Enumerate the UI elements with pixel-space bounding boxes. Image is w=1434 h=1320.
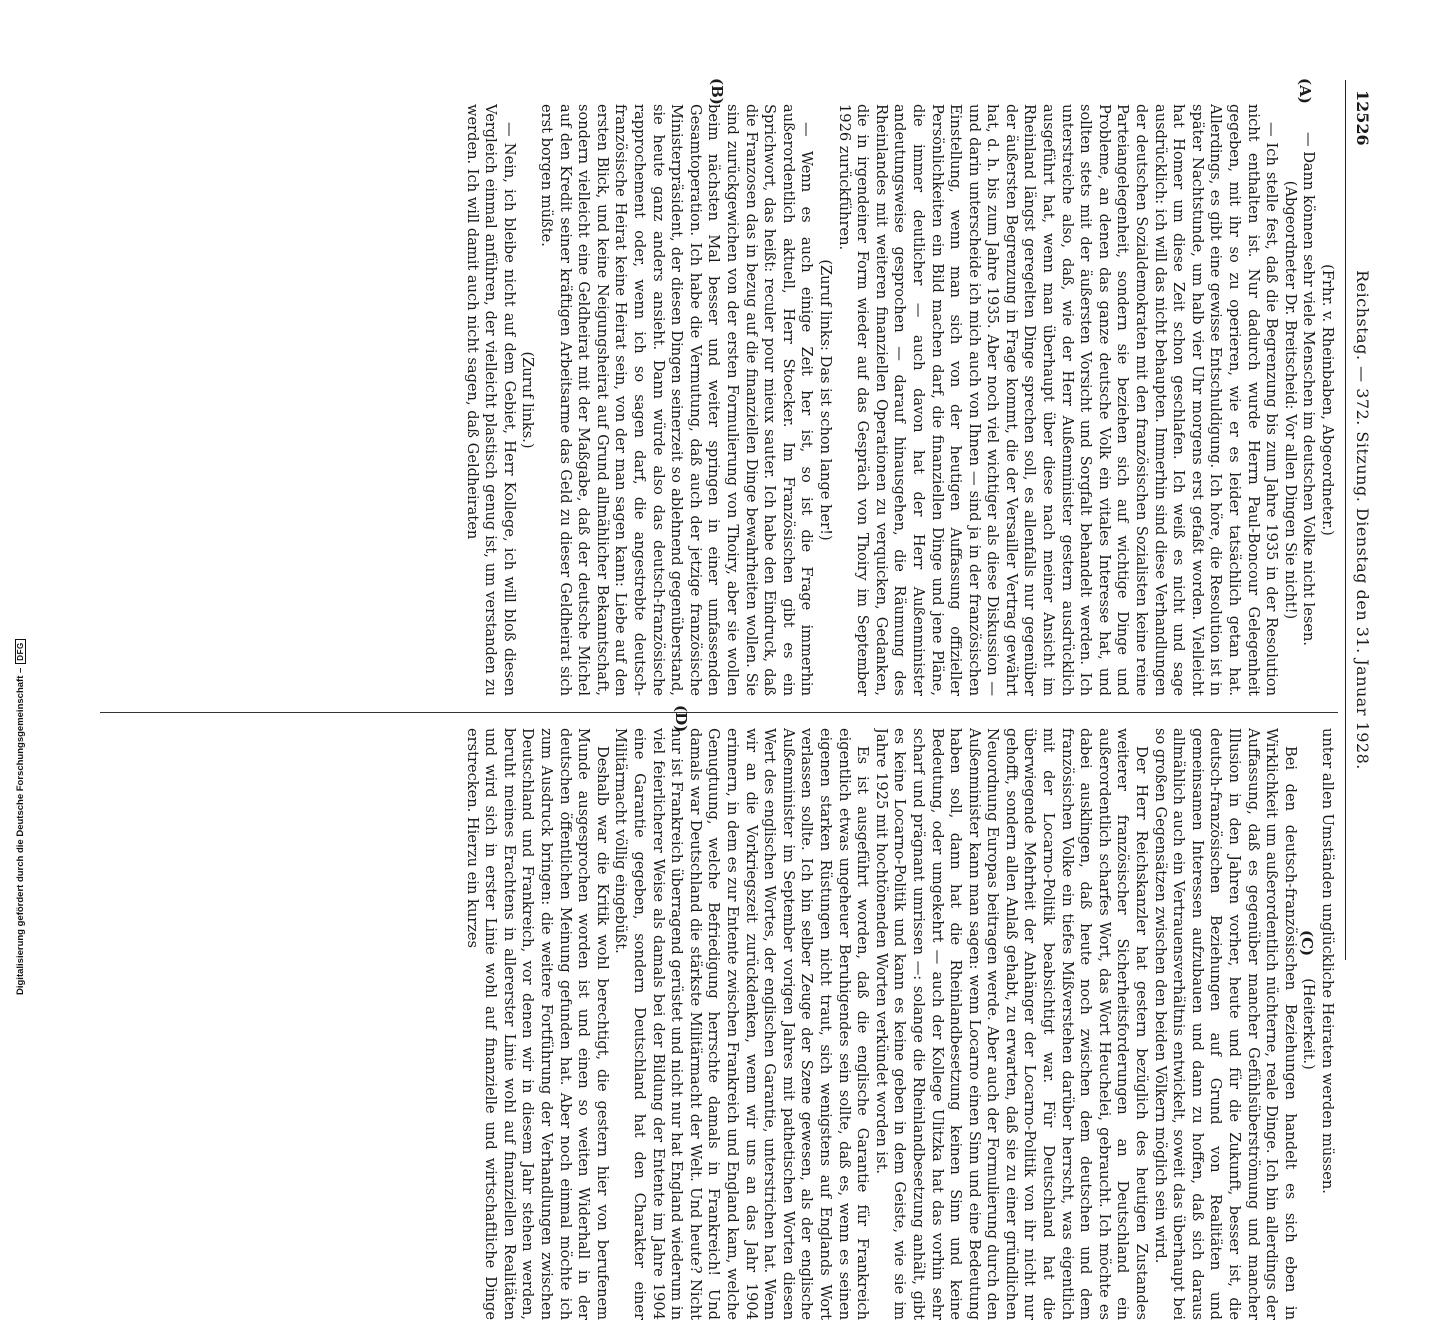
paragraph: Der Herr Reichskanzler hat gestern bezüglich des heutigen Zustandes weiterer französischer Sicherheitsforderungen an Deutschland ein außerordentlich scharfes Wort, das Wort Heuchelei, gebraucht. Ich möchte es dabei ausklingen, daß heute noch zwischen dem deutschen und dem französischen Volke ein tiefes Mißverstehen darüber herrscht, was eigentlich mit der Locarno-Politik beabsichtigt war. Für Deutschland hat die überwiegende Mehrheit der Anhänger der Locarno-Politik von ihr nicht nur gehofft, sondern allen Anlaß gehabt, zu erwarten, daß sie zu einer gründlichen Neuordnung Europas beitragen werde. Aber auch der Formulierung durch den Außenminister kann man sagen: wenn Locarno einen Sinn und eine Bedeutung haben soll, dann hat die Rheinlandbesetzung keinen Sinn und keine Bedeutung, oder umgekehrt — auch der Kollege Ulitzka hat das vorhin sehr scharf und prägnant umrissen —: solange die Rheinlandbesetzung anhält, gibt es keine Locarno-Politik und kann es keine geben in dem Geiste, wie sie im Jahre 1925 mit hochtönenden Worten verkündet worden ist. bbox=[872, 728, 1151, 1320]
paragraph: unter allen Umständen unglückliche Heiraten werden müssen. bbox=[1319, 728, 1336, 1194]
stamp-text: Digitalisierung gefördert durch die Deutsche Forschungsgemeinschaft – bbox=[15, 667, 26, 995]
paragraph: Bei den deutsch-französischen Beziehungen handelt es sich eben in Wirklichkeit um außerordentlich nüchterne, reale Dinge. Ich bin allerdings der Auffassung, daß es gegenüber mancher Gefühlsüberströmung und mancher Illusion in den Jahren vorher, heute und für die Zukunft, besser ist, die deutsch-französischen Beziehungen auf Grund von Realitäten und gemeinsamen Interessen aufzubauen und dann zu hoffen, daß sich daraus allmählich auch ein Vertrauensverhältnis entwickelt, soweit das überhaupt bei so großen Gegensätzen zwischen den beiden Völkern möglich sein wird. bbox=[1151, 728, 1299, 1320]
margin-mark-d: (D) bbox=[672, 705, 690, 733]
right-column bbox=[100, 728, 1336, 1320]
interjection: (Zuruf links.) bbox=[519, 351, 537, 449]
paragraph: — Ich stelle fest, daß die Begrenzung bis zum Jahre 1935 in der Resolution nicht enthalten ist. Nur dadurch wurde Herrn Paul-Boncour Gelegenheit gegeben, mit ihr so zu operieren, wie er es leider tatsächlich getan hat. Allerdings, es gibt eine gewisse Entschuldigung. Ich höre, die Resolution ist in später Nachtstunde, um halb vier Uhr morgens erst gefaßt worden. Vielleicht hat Homer um diese Zeit schon geschlafen. Ich weiß es nicht und sage ausdrücklich: ich will das nicht behaupten. Immerhin sind diese Verhandlungen der deutschen Sozialdemokraten mit den französischen Sozialisten keine reine Parteiangelegenheit, sondern sie beziehen sich auf wichtige Dinge und Probleme, an denen das ganze deutsche Volk ein vitales Interesse hat, und sollten stets mit der äußersten Vorsicht und Sorgfalt behandelt werden. Ich unterstreiche also, daß, wie der Herr Außenminister gestern ausdrücklich ausgeführt hat, wenn man überhaupt über diese nach meiner Ansicht im Rheinland längst geregelten Dinge sprechen soll, es allenfalls nur gegenüber der äußersten Begrenzung in Frage kommt, die der Versailler Vertrag gewährt hat, d. h. bis zum Jahre 1935. Aber noch viel wichtiger als diese Diskussion — und darin unterscheide ich mich auch von Ihnen — sind ja in der französischen Einstellung, wenn man sich von der heutigen Auffassung offizieller Persönlichkeiten ein Bild machen darf, die finanziellen Dinge und jene Pläne, die immer deutlicher — auch davon hat der Herr Außenminister andeutungsweise gesprochen — darauf hinausgehen, die Räumung des Rheinlandes mit weiteren finanziellen Operationen zu verquicken, Gedanken, die in irgendeiner Form wieder auf das Gespräch von Thoiry im September 1926 zurückführen. bbox=[835, 104, 1281, 696]
speaker-line: (Frhr. v. Rheinbaben, Abgeordneter.) bbox=[1319, 264, 1336, 536]
page-number: 12526 bbox=[1353, 90, 1372, 146]
header-title: Reichstag. — 372. Sitzung. Dienstag den 31. Januar 1928. bbox=[1353, 270, 1372, 770]
dfg-logo: DFG bbox=[15, 639, 26, 663]
margin-mark-b: (B) bbox=[708, 78, 726, 105]
scanned-page bbox=[96, 78, 1376, 1320]
paragraph: Es ist ausgeführt worden, daß die englische Garantie für Frankreich eigentlich etwas ungeheuer Beruhigendes sein sollte, daß es, wenn es seinen eigenen starken Rüstungen nicht traut, sich wenigstens auf Englands Wort verlassen sollte. Ich bin selber Zeuge der Szene gewesen, als der englische Außenminister im September vorigen Jahres mit pathetischen Worten diesen Wert des englischen Wortes, der englischen Garantie, unterstrichen hat. Wenn wir an die Vorkriegszeit zurückdenken, wenn wir uns an das Jahr 1904 erinnern, in dem es zur Entente zwischen Frankreich und England kam, welche Genugtuung, welche Befriedigung herrschte damals in Frankreich! Und damals war Deutschland die stärkste Militärmacht der Welt. Und heute? Nicht nur ist Frankreich überragend gerüstet und nicht nur hat England wiederum in viel feierlicherer Weise als damals bei der Bildung der Entente im Jahre 1904 eine Garantie gegeben, sondern Deutschland hat den Charakter einer Militärmacht völlig eingebüßt. bbox=[612, 728, 872, 1320]
digitization-stamp bbox=[0, 0, 30, 1000]
paragraph: — Dann können sehr viele Menschen im deutschen Volke nicht lesen. bbox=[1300, 132, 1318, 647]
page-header bbox=[1346, 80, 1376, 960]
paragraph: Deshalb war die Kritik wohl berechtigt, die gestern hier von berufenem Munde ausgesprochen worden ist und einen so weiten Widerhall in der deutschen öffentlichen Meinung gefunden hat. Aber noch einmal möchte ich zum Ausdruck bringen: die weitere Fortführung der Verhandlungen zwischen Deutschland und Frankreich, vor denen wir in diesem Jahr stehen werden, beruht meines Erachtens in allererster Linie wohl auf finanziellen Realitäten und wird sich in erster Linie wohl auf finanzielle und wirtschaftliche Dinge erstrecken. Hierzu ein kurzes bbox=[463, 728, 611, 1320]
paragraph: — Nein, ich bleibe nicht auf dem Gebiet, Herr Kollege, ich will bloß diesen Vergleich einmal anführen, der vielleicht plastisch genug ist, um verstanden zu werden. Ich will damit auch nicht sagen, daß Geldheiraten bbox=[463, 104, 518, 696]
margin-mark-a: (A) bbox=[1296, 78, 1314, 104]
interjection: (Heiterkeit.) bbox=[1300, 978, 1318, 1070]
column-divider bbox=[100, 712, 1338, 713]
interjection: (Zuruf links: Das ist schon lange her!) bbox=[816, 259, 834, 541]
header-rule bbox=[1345, 80, 1346, 960]
left-column bbox=[100, 104, 1336, 696]
paragraph: — Wenn es auch einige Zeit her ist, so ist die Frage immerhin außerordentlich aktuell, Herr Stoecker. Im Französischen gibt es ein Sprichwort, das heißt: reculer pour mieux sauter. Ich habe den Eindruck, daß die Franzosen das in bezug auf die finanziellen Dinge bewahrheiten wollen. Sie sind zurückgewichen von der ersten Formulierung von Thoiry, aber sie wollen beim nächsten Mal besser und weiter springen in einer umfassenden Gesamtoperation. Ich habe die Vermutung, daß auch der jetzige französische Ministerpräsident, der diesen Dingen seinerzeit so ablehnend gegenüberstand, sie heute ganz anders ansieht. Dann würde also das deutsch-französische rapprochement oder, wenn ich so sagen darf, die angestrebte deutsch-französische Heirat keine Heirat sein, von der man sagen kann: Liebe auf den ersten Blick, und keine Neigungsheirat auf Grund allmählicher Bekanntschaft, sondern vielleicht eine Geldheirat mit der Maßgabe, daß der deutsche Michel auf den Kredit seiner kräftigen Arbeitsarme das Geld zu dieser Geldheirat sich erst borgen müßte. bbox=[538, 104, 816, 696]
margin-mark-c: (C) bbox=[1298, 930, 1316, 957]
interjection: (Abgeordneter Dr. Breitscheid: Vor allen Dingen Sie nicht!) bbox=[1281, 180, 1299, 620]
